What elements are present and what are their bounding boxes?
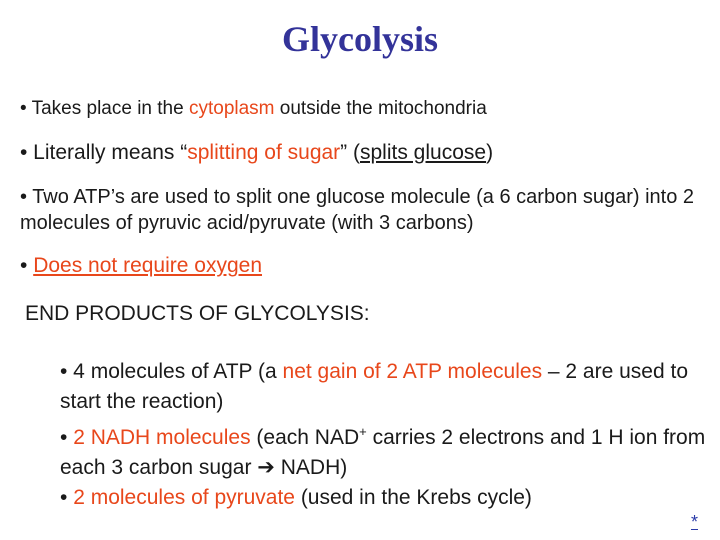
arrow-right-icon: ➔ — [257, 456, 275, 479]
underlined-splits-glucose: splits glucose — [360, 141, 487, 164]
item-text: NADH) — [274, 456, 348, 479]
slide-title: Glycolysis — [281, 19, 438, 59]
highlight-pyruvate: pyruvate — [214, 486, 295, 509]
superscript-plus: + — [359, 424, 367, 439]
end-products-heading: END PRODUCTS OF GLYCOLYSIS: — [25, 302, 370, 325]
item-text: carries 2 electrons and 1 H ion from each 3 carbon sugar — [60, 426, 706, 479]
end-products-list — [60, 357, 710, 513]
nav-star-link[interactable]: * — [690, 512, 698, 532]
bullet-splitting-sugar — [20, 141, 493, 165]
bullet-text: • Takes place in the — [20, 98, 189, 119]
item-text: (used in the Krebs cycle) — [294, 486, 532, 509]
bullet-text: ) — [486, 141, 494, 164]
highlight-cytoplasm: cytoplasm — [188, 98, 275, 119]
bullet-cytoplasm — [20, 98, 487, 120]
highlight-does-not-require-oxygen: Does not require oxygen — [33, 254, 262, 277]
bullet-text: outside the mitochondria — [274, 98, 487, 119]
end-product-nadh — [60, 417, 710, 483]
highlight-molecules-of: 2 molecules of — [73, 486, 215, 509]
item-text: (each NAD — [250, 426, 360, 449]
bullet-no-oxygen — [20, 254, 262, 278]
bullet-two-atp: • Two ATP’s are used to split one glucose molecule (a 6 carbon sugar) into 2 molecules of pyruvic acid/pyruvate (with 3 carbons) — [20, 186, 695, 234]
bullet-marker: • — [20, 254, 34, 277]
item-text: – 2 are used to start the reaction) — [60, 360, 688, 413]
highlight-net-gain: net gain of 2 ATP molecules — [282, 360, 543, 383]
bullet-text: • Literally means “ — [20, 141, 188, 164]
item-marker: • — [60, 486, 74, 509]
end-product-pyruvate — [60, 483, 710, 513]
end-product-atp — [60, 357, 710, 417]
highlight-splitting-of-sugar: splitting of sugar — [187, 141, 341, 164]
item-text: • 4 molecules of ATP (a — [60, 360, 283, 383]
bullet-text: ” ( — [340, 141, 360, 164]
highlight-nadh-molecules: 2 NADH molecules — [73, 426, 251, 449]
item-marker: • — [60, 426, 74, 449]
